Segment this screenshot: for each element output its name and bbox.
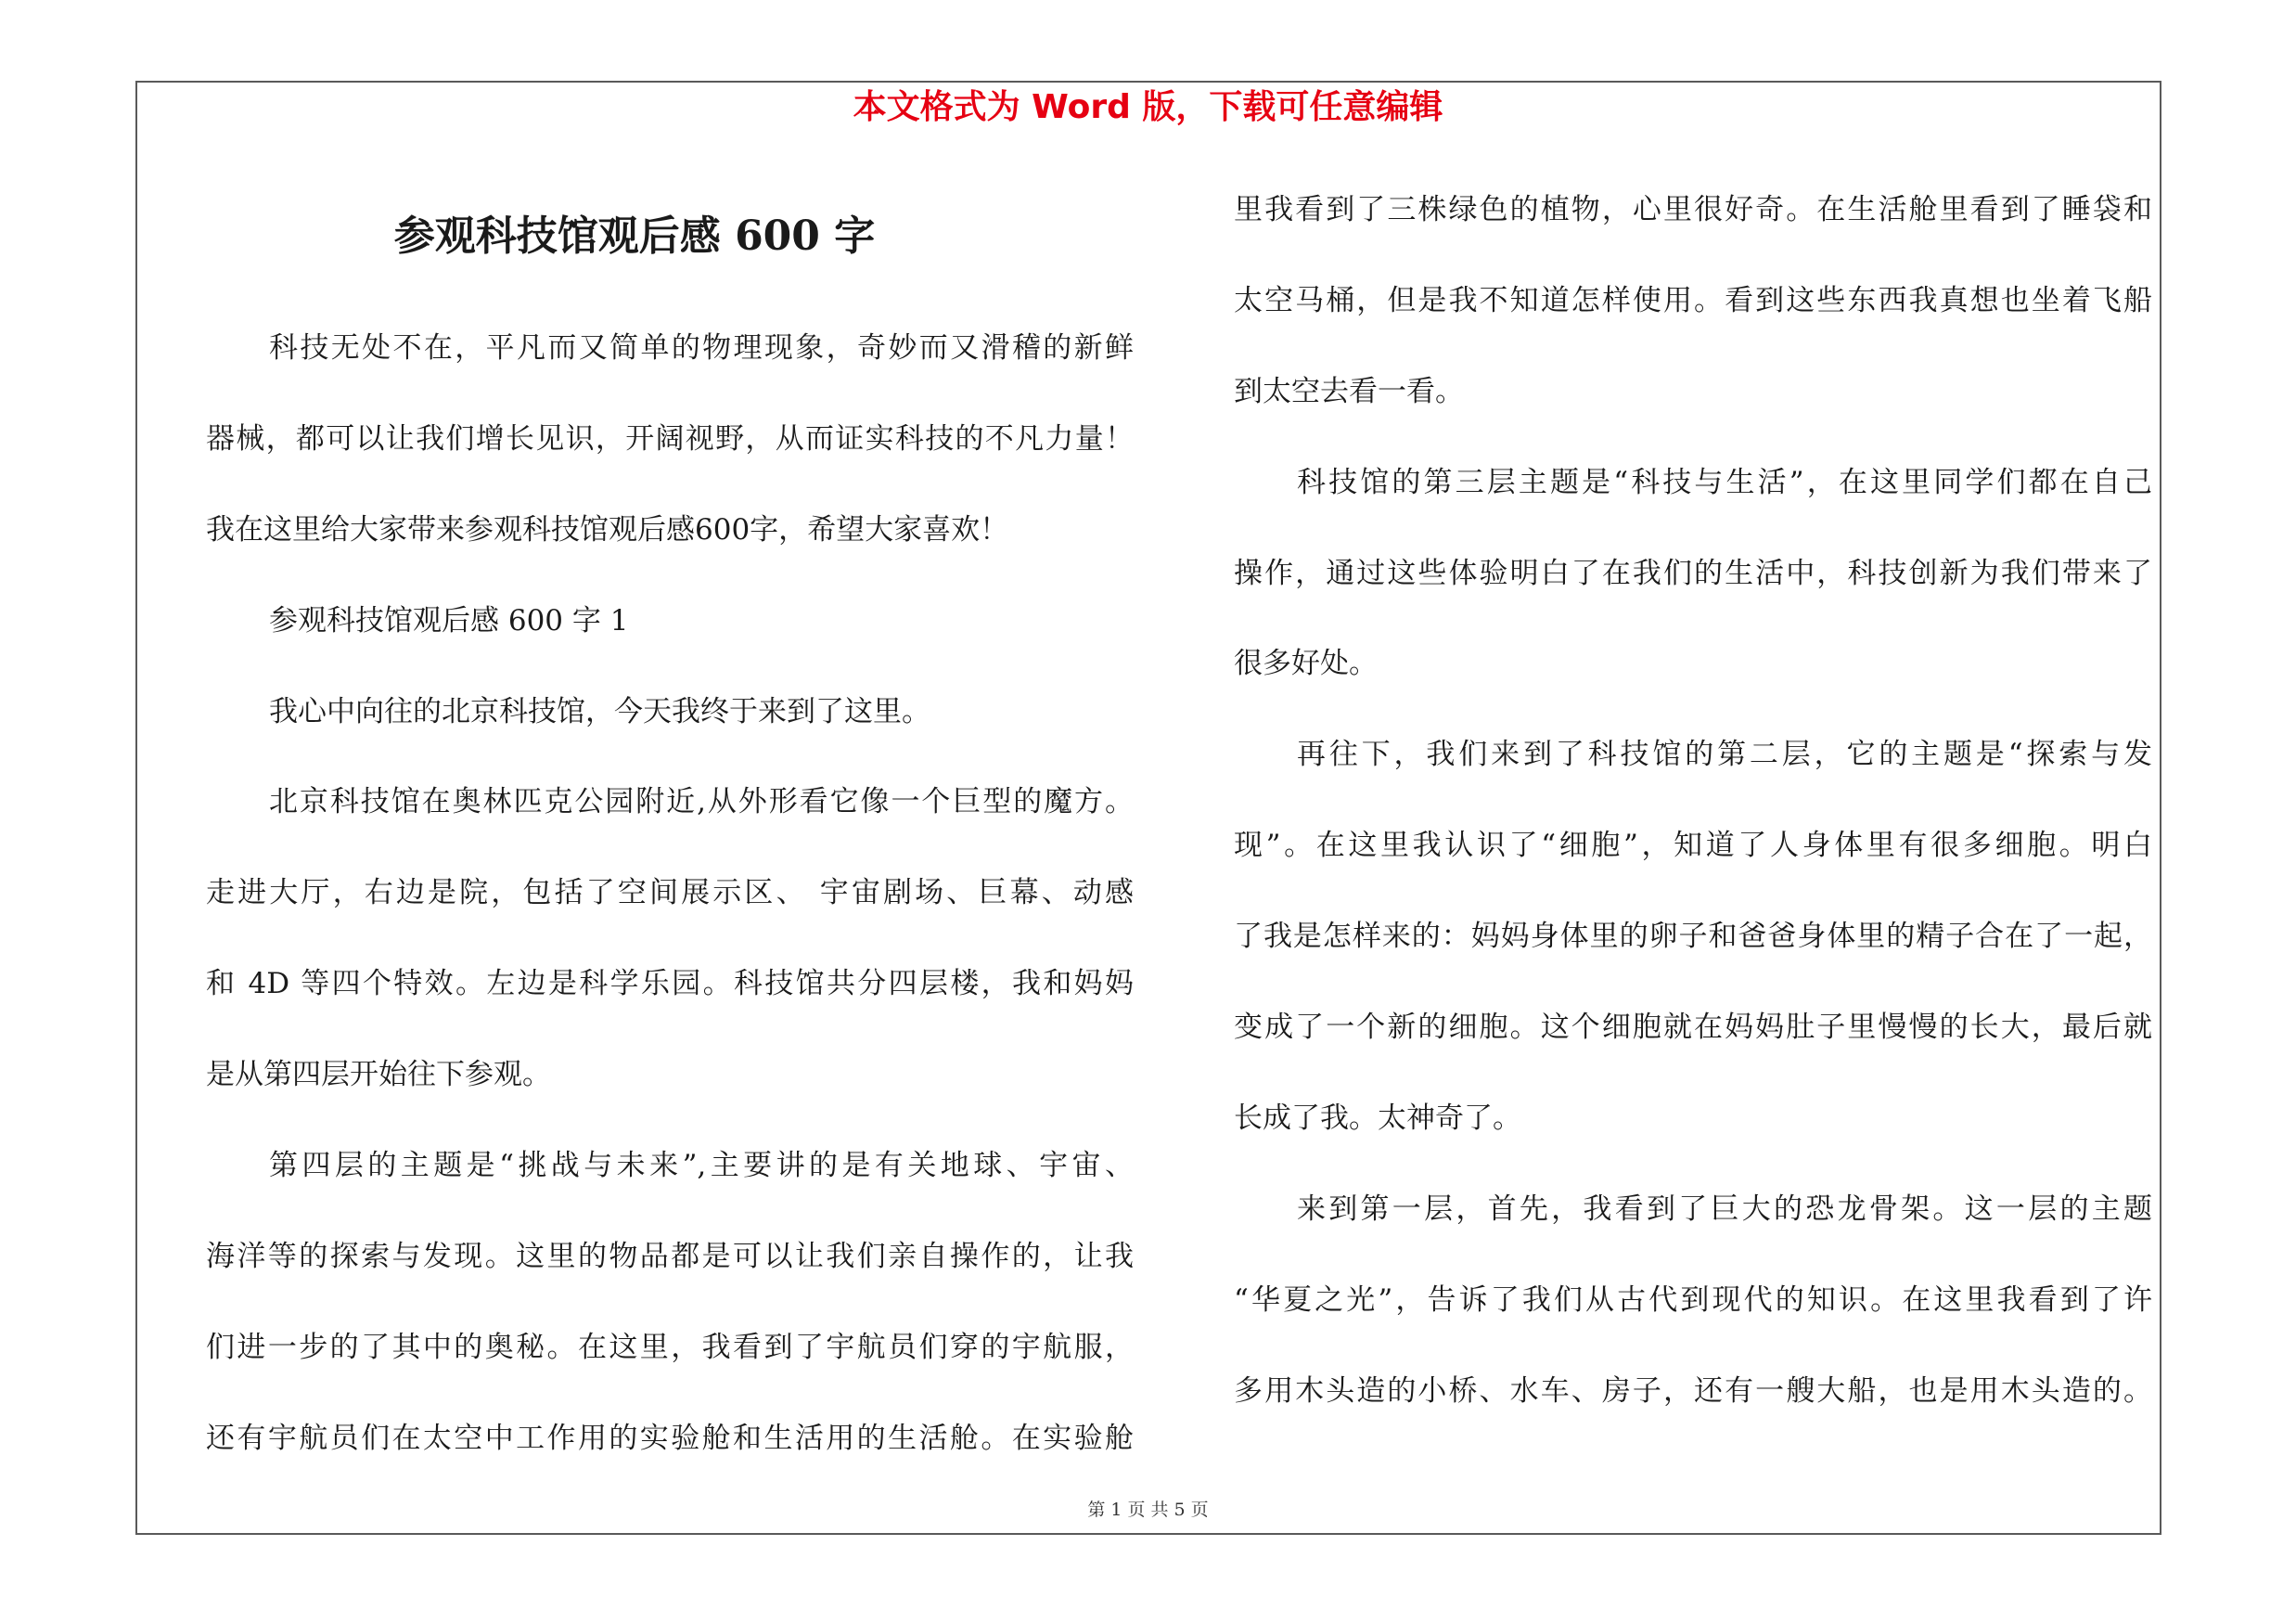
document-title: 参观科技馆观后感 600 字 bbox=[393, 213, 876, 260]
section-heading: 参观科技馆观后感 600 字 1 bbox=[269, 603, 629, 638]
left-column bbox=[206, 303, 1134, 1485]
paragraph-line: 长成了我。太神奇了。 bbox=[1234, 1101, 1521, 1135]
paragraph-line: 很多好处。 bbox=[1234, 647, 1378, 681]
paragraph-line: 走进大厅，右边是院，包括了空间展示区、 宇宙剧场、巨幕、动感 bbox=[206, 876, 1134, 910]
paragraph-line: 再往下，我们来到了科技馆的第二层，它的主题是“探索与发 bbox=[1297, 738, 2152, 772]
paragraph-line: 北京科技馆在奥林匹克公园附近,从外形看它像一个巨型的魔方。 bbox=[269, 785, 1134, 819]
paragraph-line: 我心中向往的北京科技馆，今天我终于来到了这里。 bbox=[269, 694, 930, 728]
paragraph-line: 们进一步的了其中的奥秘。在这里，我看到了宇航员们穿的宇航服， bbox=[206, 1330, 1134, 1364]
paragraph-line: 现”。在这里我认识了“细胞”，知道了人身体里有很多细胞。明白 bbox=[1234, 829, 2152, 863]
paragraph-line: 第四层的主题是“挑战与未来”,主要讲的是有关地球、宇宙、 bbox=[269, 1149, 1134, 1183]
paragraph-line: 了我是怎样来的：妈妈身体里的卵子和爸爸身体里的精子合在了一起， bbox=[1234, 920, 2152, 954]
format-banner: 本文格式为 Word 版，下载可任意编辑 bbox=[853, 88, 1443, 126]
paragraph-line: 我在这里给大家带来参观科技馆观后感600字，希望大家喜欢！ bbox=[206, 512, 1009, 547]
page-number-footer: 第 1 页 共 5 页 bbox=[1087, 1500, 1209, 1520]
right-column bbox=[1234, 165, 2152, 1436]
paragraph-line: 还有宇航员们在太空中工作用的实验舱和生活用的生活舱。在实验舱 bbox=[206, 1421, 1134, 1455]
paragraph-line: 来到第一层，首先，我看到了巨大的恐龙骨架。这一层的主题 bbox=[1297, 1191, 2152, 1226]
paragraph-line: 海洋等的探索与发现。这里的物品都是可以让我们亲自操作的，让我 bbox=[206, 1239, 1134, 1273]
paragraph-line: 器械，都可以让我们增长见识，开阔视野，从而证实科技的不凡力量！ bbox=[206, 421, 1134, 456]
paragraph-line: 是从第四层开始往下参观。 bbox=[206, 1058, 551, 1092]
paragraph-line: 多用木头造的小桥、水车、房子，还有一艘大船，也是用木头造的。 bbox=[1234, 1373, 2152, 1408]
paragraph-line: 和 4D 等四个特效。左边是科学乐园。科技馆共分四层楼，我和妈妈 bbox=[206, 967, 1134, 1001]
paragraph-line: 到太空去看一看。 bbox=[1234, 374, 1464, 408]
paragraph-line: 里我看到了三株绿色的植物，心里很好奇。在生活舱里看到了睡袋和 bbox=[1234, 193, 2152, 226]
paragraph-line: “华夏之光”，告诉了我们从古代到现代的知识。在这里我看到了许 bbox=[1234, 1282, 2152, 1317]
paragraph-line: 变成了一个新的细胞。这个细胞就在妈妈肚子里慢慢的长大，最后就 bbox=[1234, 1011, 2152, 1045]
paragraph-line: 科技无处不在，平凡而又简单的物理现象，奇妙而又滑稽的新鲜 bbox=[269, 331, 1134, 365]
paragraph-line: 科技馆的第三层主题是“科技与生活”，在这里同学们都在自己 bbox=[1297, 465, 2152, 499]
paragraph-line: 太空马桶，但是我不知道怎样使用。看到这些东西我真想也坐着飞船 bbox=[1234, 283, 2152, 317]
paragraph-line: 操作，通过这些体验明白了在我们的生活中，科技创新为我们带来了 bbox=[1234, 556, 2152, 590]
